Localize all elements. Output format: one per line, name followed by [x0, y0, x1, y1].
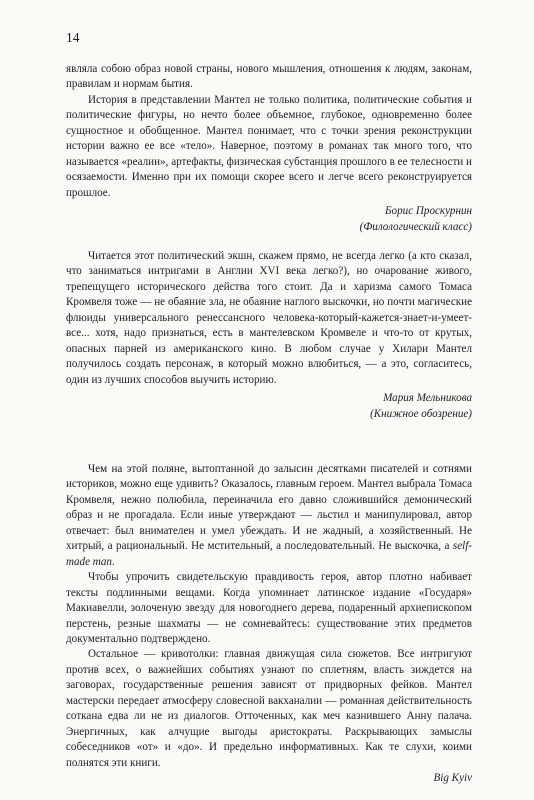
review-paragraph: Чтобы упрочить свидетельскую правдивость героя, автор плотно набивает тексты подлинными вещами. Когда упоминает латинское издание «Государя» Макиавелли, золоченую звезду для новогоднего дерева, подаренный архиепископом перстень, резные шахматы — не сомневайтесь: существование этих предметов документально подтверждено. — [66, 571, 472, 645]
section-spacer — [66, 235, 472, 249]
review-paragraph: Читается этот политический экшн, скажем прямо, не всегда легко (а кто сказал, что заниматься интригами в Англии XVI века легко?), но очарование живого, трепещущего исторического действа того стоит. Да и харизма самого Томаса Кромвеля тоже — не обаяние зла, не обаяние наглого выскочки, но почти магические флюиды универсального ренессансного человека-который-кажется-знает-и-умеет-все... хотя, надо признаться, есть в мантелевском Кромвеле и что-то от крутых, опасных парней из американского кино. В любом случае у Хилари Мантел получилось создать персонаж, в который можно влюбиться, — а это, согласитесь, один из лучших способов выучить историю. — [66, 249, 472, 386]
review-author: Борис Проскурнин — [385, 205, 472, 218]
review-bigkyiv — [66, 462, 472, 787]
page-body — [66, 62, 472, 786]
review-source: (Книжное обозрение) — [370, 407, 472, 420]
review-author: Big Kyiv — [433, 772, 472, 785]
review-source: (Филологический класс) — [359, 220, 472, 233]
review-paragraph: Чем на этой поляне, вытоптанной до залысин десятками писателей и сотнями историков, можно еще удивить? Оказалось, главным героем. Мантел выбрала Томаса Кромвеля, нежно полюбила, переиначила его давно сложившийся демонический образ и не прогадала. Если иные утверждают — льстил и манипулировал, автор отвечает: был внимателен и умел убеждать. И не жадный, а хозяйственный. Не хитрый, а рациональный. Не мстительный, а последовательный. Не выскочка, а self-made man. — [66, 462, 472, 568]
review-author: Мария Мельникова — [383, 392, 472, 405]
review-paragraph: Остальное — кривотолки: главная движущая сила сюжетов. Все интригуют против всех, о важнейших событиях узнают по сплетням, власть зиждется на заговорах, государственные решения зависят от придворных фейков. Мантел мастерски передает атмосферу словесной вакханалии — романная действительность соткана едва ли не из диалогов. Отточенных, как меч казнившего Анну палача. Энергичных, как алчущие выгоды аристократы. Раскрывающих замыслы собеседников «от» и «до». И предельно информативных. Как те слухи, коими полнятся эти книги. — [66, 648, 472, 769]
review-paragraph: История в представлении Мантел не только политика, политические события и политические фигуры, но нечто более объемное, глубокое, одновременно более сущностное и обобщенное. Мантел понимает, что с точки зрения реконструкции истории важно ее все «тело». Наверное, поэтому в романах так много того, что называется «реалии», артефакты, физическая субстанция прошлого в ее телесности и осязаемости. Именно при их помощи скорее всего и легче всего реконструируется прошлое. — [66, 93, 472, 199]
review-proskurnin — [66, 62, 472, 235]
emphasis-text: self-made man — [66, 540, 472, 568]
page-number: 14 — [66, 30, 80, 45]
review-paragraph: являла собою образ новой страны, нового мышления, отношения к людям, законам, правилам и нормам бытия. — [66, 63, 472, 91]
section-spacer — [66, 422, 472, 462]
review-melnikova — [66, 249, 472, 422]
